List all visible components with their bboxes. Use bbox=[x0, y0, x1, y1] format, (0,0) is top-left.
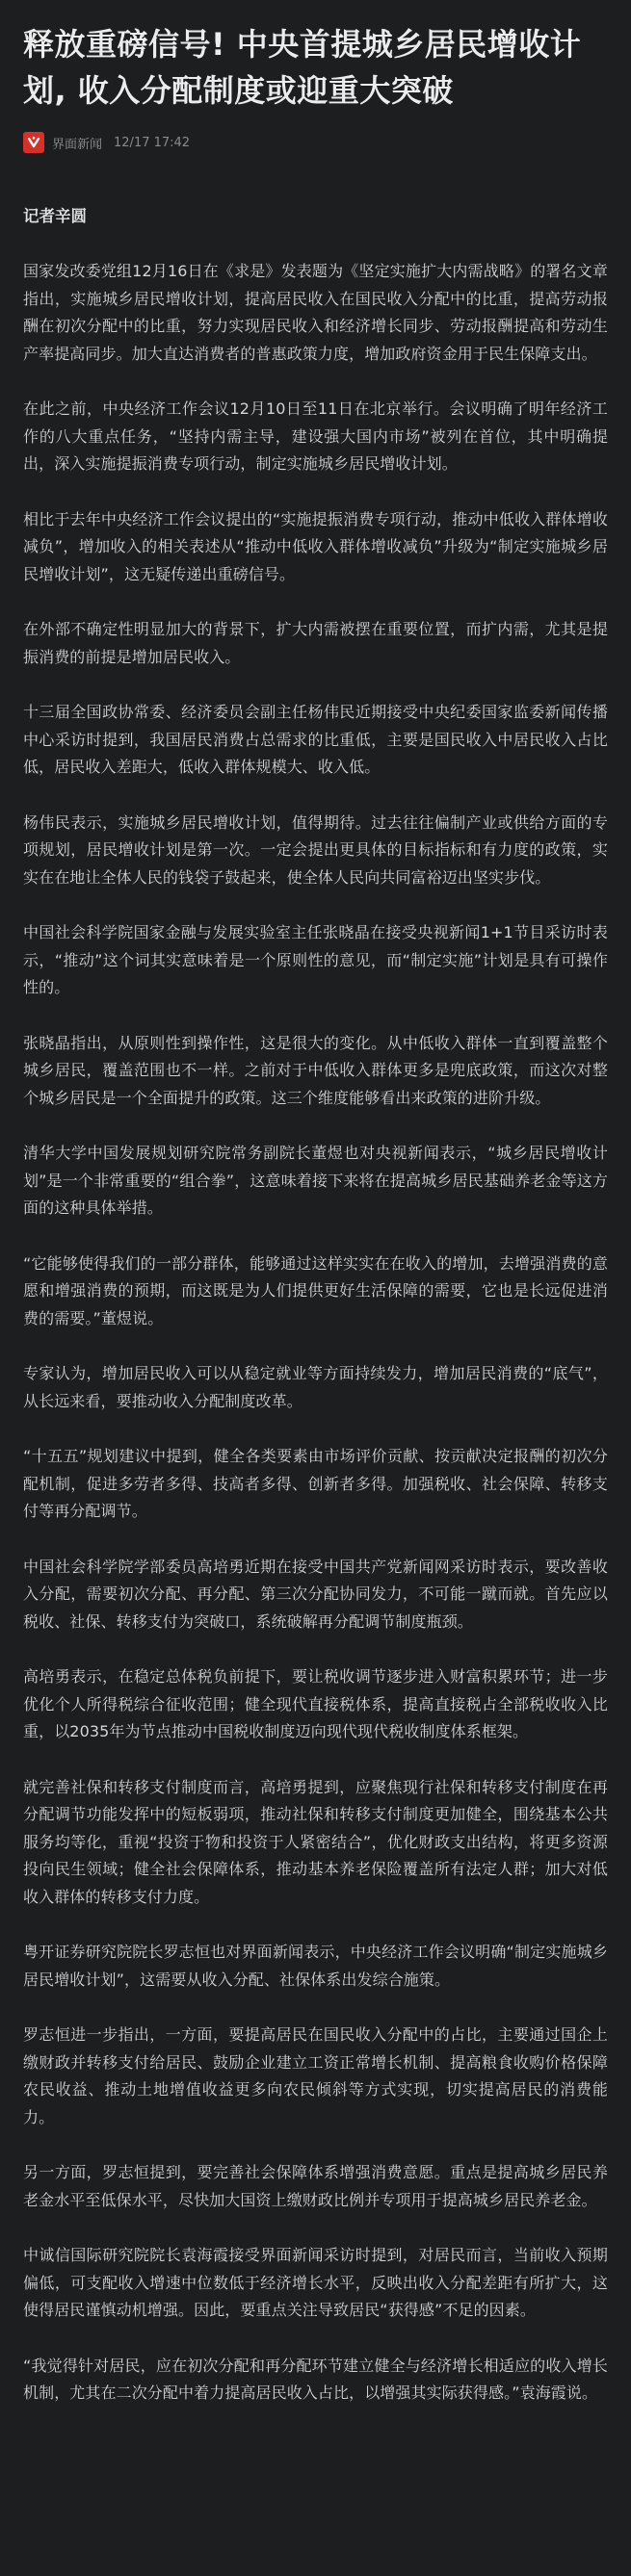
article-body bbox=[23, 258, 608, 2408]
article-paragraph: 国家发改委党组12月16日在《求是》发表题为《坚定实施扩大内需战略》的署名文章指出，实施城乡居民增收计划，提高居民收入在国民收入分配中的比重，提高劳动报酬在初次分配中的比重，努力实现居民收入和经济增长同步、劳动报酬提高和劳动生产率提高同步。加大直达消费者的普惠政策力度，增加政府资金用于民生保障支出。 bbox=[23, 262, 608, 363]
article-paragraph: 在外部不确定性明显加大的背景下，扩大内需被摆在重要位置，而扩内需，尤其是提振消费的前提是增加居民收入。 bbox=[23, 620, 608, 666]
jiemian-news-logo-icon[interactable] bbox=[23, 132, 44, 153]
article-paragraph: 中国社会科学院学部委员高培勇近期在接受中国共产党新闻网采访时表示，要改善收入分配，需要初次分配、再分配、第三次分配协同发力，不可能一蹴而就。首先应以税收、社保、转移支付为突破口，系统破解再分配调节制度瓶颈。 bbox=[23, 1557, 608, 1631]
article-title: 释放重磅信号! 中央首提城乡居民增收计划, 收入分配制度或迎重大突破 bbox=[23, 26, 582, 109]
article-paragraph: 粤开证券研究院院长罗志恒也对界面新闻表示，中央经济工作会议明确“制定实施城乡居民增收计划”，这需要从收入分配、社保体系出发综合施策。 bbox=[23, 1943, 608, 1989]
article-paragraph: “我觉得针对居民，应在初次分配和再分配环节建立健全与经济增长相适应的收入增长机制，尤其在二次分配中着力提高居民收入占比，以增强其实际获得感。”袁海霞说。 bbox=[23, 2356, 608, 2402]
article-paragraph: 专家认为，增加居民收入可以从稳定就业等方面持续发力，增加居民消费的“底气”，从长远来看，要推动收入分配制度改革。 bbox=[23, 1364, 608, 1410]
article-paragraph: “它能够使得我们的一部分群体，能够通过这样实实在在收入的增加，去增强消费的意愿和增强消费的预期，而这既是为人们提供更好生活保障的需要，它也是长远促进消费的需要。”董煜说。 bbox=[23, 1253, 608, 1327]
article-paragraph: 高培勇表示，在稳定总体税负前提下，要让税收调节逐步进入财富积累环节；进一步优化个人所得税综合征收范围；健全现代直接税体系，提高直接税占全部税收收入比重，以2035年为节点推动中国税收制度迈向现代现代税收制度体系框架。 bbox=[23, 1667, 608, 1740]
article-paragraph: 相比于去年中央经济工作会议提出的“实施提振消费专项行动，推动中低收入群体增收减负”，增加收入的相关表述从“推动中低收入群体增收减负”升级为“制定实施城乡居民增收计划”，这无疑传递出重磅信号。 bbox=[23, 509, 608, 583]
article-paragraph: 罗志恒进一步指出，一方面，要提高居民在国民收入分配中的占比，主要通过国企上缴财政并转移支付给居民、鼓励企业建立工资正常增长机制、提高粮食收购价格保障农民收益、推动土地增值收益更多向农民倾斜等方式实现，切实提高居民的消费能力。 bbox=[23, 2025, 608, 2126]
article-paragraph: 中诚信国际研究院院长袁海霞接受界面新闻采访时提到，对居民而言，当前收入预期偏低，可支配收入增速中位数低于经济增长水平，反映出收入分配差距有所扩大，这使得居民谨慎动机增强。因此，要重点关注导致居民“获得感”不足的因素。 bbox=[23, 2246, 608, 2319]
article-paragraph: 在此之前，中央经济工作会议12月10日至11日在北京举行。会议明确了明年经济工作的八大重点任务，“坚持内需主导，建设强大国内市场”被列在首位，其中明确提出，深入实施提振消费专项行动，制定实施城乡居民增收计划。 bbox=[23, 399, 608, 473]
article-paragraph: 就完善社保和转移支付制度而言，高培勇提到，应聚焦现行社保和转移支付制度在再分配调节功能发挥中的短板弱项，推动社保和转移支付制度更加健全，围绕基本公共服务均等化，重视“投资于物和投资于人紧密结合”，优化财政支出结构，将更多资源投向民生领域；健全社会保障体系，推动基本养老保险覆盖所有法定人群；加大对低收入群体的转移支付力度。 bbox=[23, 1777, 608, 1906]
article-paragraph: 杨伟民表示，实施城乡居民增收计划，值得期待。过去往往偏制产业或供给方面的专项规划，居民增收计划是第一次。一定会提出更具体的目标指标和有力度的政策，实实在在地让全体人民的钱袋子鼓起来，使全体人民向共同富裕迈出坚实步伐。 bbox=[23, 812, 608, 887]
article-paragraph: “十五五”规划建议中提到，健全各类要素由市场评价贡献、按贡献决定报酬的初次分配机制，促进多劳者多得、技高者多得、创新者多得。加强税收、社会保障、转移支付等再分配调节。 bbox=[23, 1447, 608, 1520]
publish-time: 12/17 17:42 bbox=[114, 135, 191, 150]
article-paragraph: 另一方面，罗志恒提到，要完善社会保障体系增强消费意愿。重点是提高城乡居民养老金水平至低保水平，尽快加大国资上缴财政比例并专项用于提高城乡居民养老金。 bbox=[23, 2163, 608, 2209]
article-paragraph: 十三届全国政协常委、经济委员会副主任杨伟民近期接受中央纪委国家监委新闻传播中心采访时提到，我国居民消费占总需求的比重低，主要是国民收入中居民收入占比低，居民收入差距大，低收入群体规模大、收入低。 bbox=[23, 703, 608, 776]
article-meta bbox=[23, 131, 608, 154]
article-paragraph: 清华大学中国发展规划研究院常务副院长董煜也对央视新闻表示，“城乡居民增收计划”是一个非常重要的“组合拳”，这意味着接下来将在提高城乡居民基础养老金等这方面的这种具体举措。 bbox=[23, 1144, 608, 1217]
reporter-byline: 记者辛圆 bbox=[23, 207, 87, 225]
article-paragraph: 中国社会科学院国家金融与发展实验室主任张晓晶在接受央视新闻1+1节目采访时表示，“推动”这个词其实意味着是一个原则性的意见，而“制定实施”计划是具有可操作性的。 bbox=[23, 923, 608, 996]
article-paragraph: 张晓晶指出，从原则性到操作性，这是很大的变化。从中低收入群体一直到覆盖整个城乡居民，覆盖范围也不一样。之前对于中低收入群体更多是兜底政策，而这次对整个城乡居民是一个全面提升的政策。这三个维度能够看出来政策的进阶升级。 bbox=[23, 1033, 608, 1107]
source-name[interactable]: 界面新闻 bbox=[52, 137, 103, 152]
